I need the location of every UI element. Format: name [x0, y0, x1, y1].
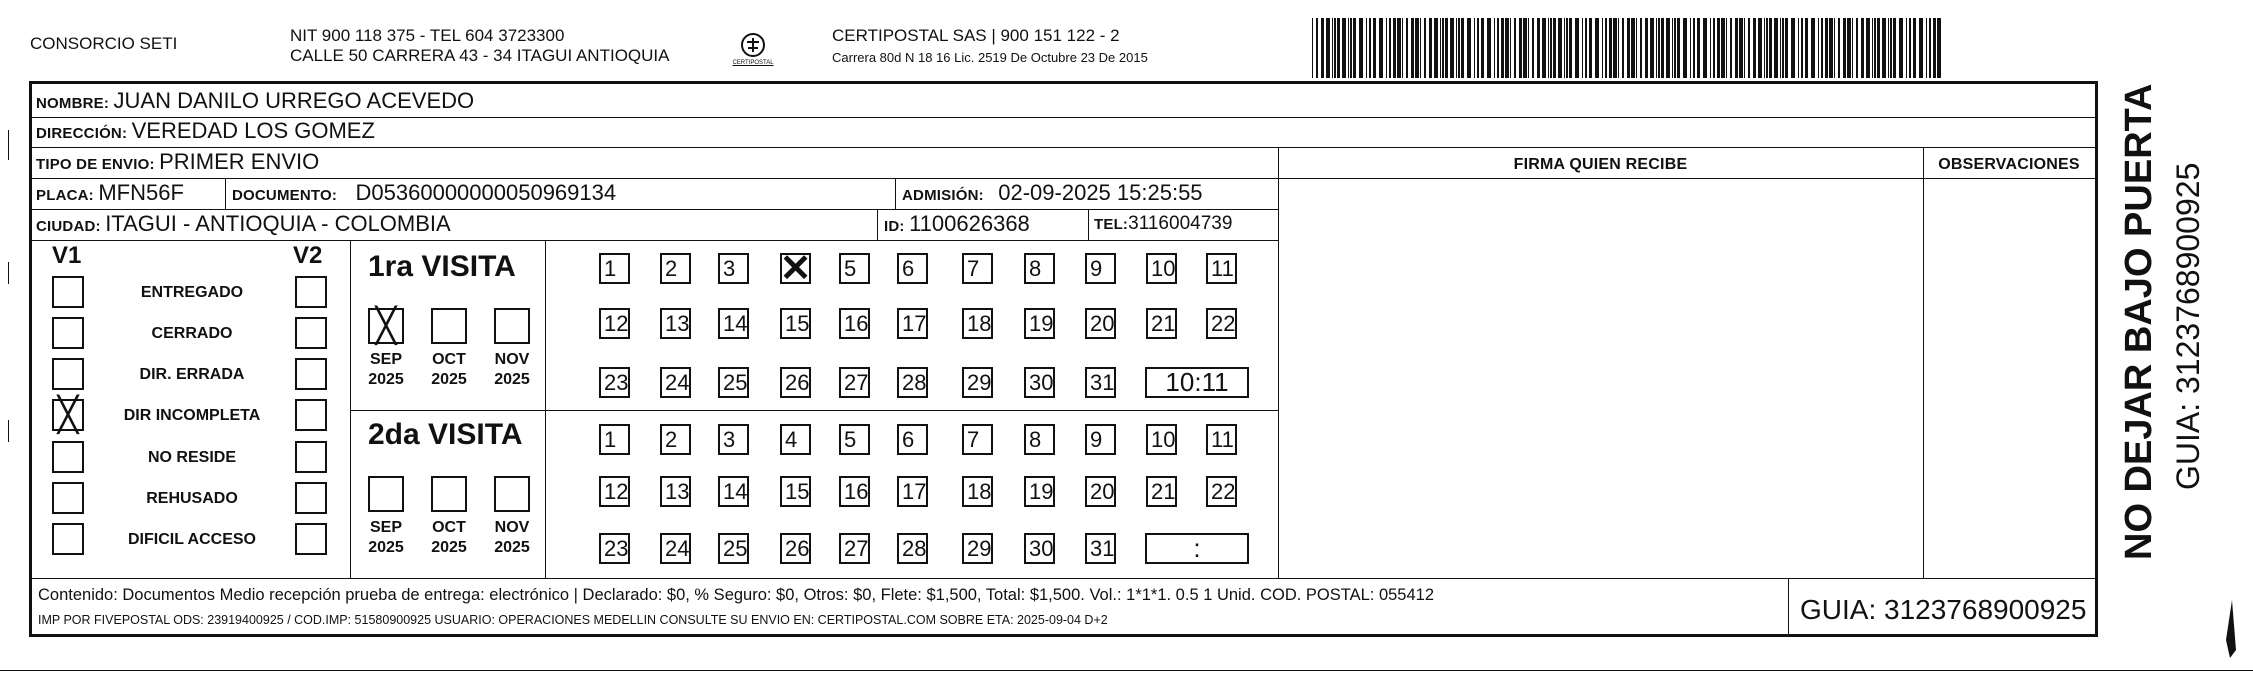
day-box[interactable] — [1206, 424, 1237, 455]
visit2-title: 2da VISITA — [368, 418, 523, 451]
certipostal-logo — [730, 28, 776, 74]
status-v2-checkbox[interactable] — [295, 358, 327, 390]
day-box[interactable] — [1085, 476, 1116, 507]
day-box[interactable] — [962, 308, 993, 339]
day-box[interactable] — [780, 308, 811, 339]
day-number: 16 — [844, 311, 869, 336]
day-number: 23 — [604, 370, 629, 395]
day-box[interactable] — [599, 476, 630, 507]
day-box[interactable] — [1146, 253, 1177, 284]
day-number: 14 — [723, 479, 748, 504]
status-v2-checkbox[interactable] — [295, 482, 327, 514]
status-v1-checkbox[interactable] — [52, 358, 84, 390]
day-box[interactable] — [660, 476, 691, 507]
day-box[interactable] — [839, 367, 870, 398]
status-v2-checkbox[interactable] — [295, 276, 327, 308]
ciudad-row — [36, 211, 451, 240]
day-box[interactable] — [839, 253, 870, 284]
id-row — [884, 211, 1030, 240]
documento-value: D05360000000050969134 — [355, 180, 617, 205]
logo-label: CERTIPOSTAL — [732, 60, 774, 66]
tel-value: 3116004739 — [1128, 213, 1233, 234]
day-box[interactable] — [1206, 253, 1237, 284]
day-box[interactable] — [962, 424, 993, 455]
month-checkbox[interactable] — [431, 308, 467, 344]
day-box[interactable] — [1085, 367, 1116, 398]
time-box[interactable]: : — [1145, 533, 1249, 564]
day-box[interactable] — [660, 308, 691, 339]
firma-header: FIRMA QUIEN RECIBE — [1513, 156, 1688, 173]
placa-row — [36, 180, 184, 209]
tipo-label: TIPO DE ENVIO: — [36, 156, 155, 173]
day-number: 26 — [785, 536, 810, 561]
year-label: 2025 — [368, 539, 404, 556]
day-number: 10 — [1151, 256, 1176, 281]
day-number: 1 — [604, 427, 617, 452]
day-number: 30 — [1029, 370, 1054, 395]
day-box[interactable] — [1146, 476, 1177, 507]
day-number: 24 — [665, 370, 690, 395]
day-number: 23 — [604, 536, 629, 561]
day-number: 24 — [665, 536, 690, 561]
direccion-row — [36, 118, 375, 147]
status-v1-checkbox[interactable] — [52, 396, 84, 434]
tipo-value: PRIMER ENVIO — [159, 149, 320, 174]
ciudad-value: ITAGUI - ANTIOQUIA - COLOMBIA — [105, 211, 451, 236]
logo-icon — [730, 28, 776, 74]
day-box[interactable] — [962, 533, 993, 564]
day-box[interactable] — [897, 367, 928, 398]
day-box[interactable] — [779, 248, 812, 290]
admision-value: 02-09-2025 15:25:55 — [998, 180, 1203, 205]
day-box[interactable] — [897, 308, 928, 339]
year-label: 2025 — [431, 539, 467, 556]
day-number: 5 — [844, 427, 857, 452]
admision-label: ADMISIÓN: — [902, 187, 984, 204]
status-v1-checkbox[interactable] — [52, 523, 84, 555]
x-mark-icon: ╳ — [57, 396, 79, 434]
status-v1-checkbox[interactable] — [52, 276, 84, 308]
month-label: OCT — [432, 351, 466, 368]
day-number: 26 — [785, 370, 810, 395]
day-box[interactable] — [780, 367, 811, 398]
day-box[interactable] — [897, 424, 928, 455]
day-number: 13 — [665, 479, 690, 504]
status-v2-checkbox[interactable] — [295, 399, 327, 431]
day-number: 17 — [902, 479, 927, 504]
day-box[interactable] — [718, 424, 749, 455]
day-number: 6 — [902, 256, 915, 281]
day-box[interactable] — [718, 308, 749, 339]
day-number: 1 — [604, 256, 617, 281]
day-box[interactable] — [962, 476, 993, 507]
day-box[interactable] — [780, 476, 811, 507]
day-number: 11 — [1211, 427, 1234, 452]
admision-row — [902, 180, 1203, 209]
day-number: 28 — [902, 370, 927, 395]
month-label: OCT — [432, 519, 466, 536]
day-number: 14 — [723, 311, 748, 336]
observaciones-area[interactable] — [1925, 180, 2095, 576]
v1-label: V1 — [52, 242, 82, 269]
day-number: 27 — [844, 370, 869, 395]
day-number: 15 — [785, 311, 810, 336]
day-box[interactable] — [1024, 533, 1055, 564]
day-number: 31 — [1090, 536, 1115, 561]
day-box[interactable] — [962, 367, 993, 398]
documento-label: DOCUMENTO: — [232, 187, 338, 204]
nit-line: NIT 900 118 375 - TEL 604 3723300 — [290, 26, 565, 45]
year-label: 2025 — [368, 371, 404, 388]
day-number: 4 — [785, 427, 798, 452]
day-number: 15 — [785, 479, 810, 504]
documento-row — [232, 180, 616, 209]
day-number: 18 — [967, 479, 992, 504]
day-box[interactable] — [599, 253, 630, 284]
day-box[interactable] — [718, 253, 749, 284]
day-box[interactable] — [897, 476, 928, 507]
status-v2-checkbox[interactable] — [295, 317, 327, 349]
day-box[interactable] — [1085, 253, 1116, 284]
year-label: 2025 — [494, 539, 530, 556]
status-option-label: DIR INCOMPLETA — [123, 407, 261, 424]
status-v1-checkbox[interactable] — [52, 317, 84, 349]
day-number: 27 — [844, 536, 869, 561]
day-box[interactable] — [599, 308, 630, 339]
signature-area[interactable] — [1280, 180, 1921, 576]
day-box[interactable] — [1024, 424, 1055, 455]
status-v2-checkbox[interactable] — [295, 441, 327, 473]
day-number: 8 — [1029, 256, 1042, 281]
ciudad-label: CIUDAD: — [36, 218, 101, 235]
day-box[interactable] — [1146, 308, 1177, 339]
day-number: 2 — [665, 256, 678, 281]
time-box[interactable]: 10:11 — [1145, 367, 1249, 398]
day-box[interactable] — [718, 533, 749, 564]
nombre-value: JUAN DANILO URREGO ACEVEDO — [113, 88, 475, 113]
month-checkbox[interactable] — [431, 476, 467, 512]
day-box[interactable] — [839, 476, 870, 507]
day-box[interactable] — [718, 476, 749, 507]
day-number: 29 — [967, 370, 992, 395]
day-number: 6 — [902, 427, 915, 452]
direccion-label: DIRECCIÓN: — [36, 125, 128, 142]
year-label: 2025 — [431, 371, 467, 388]
day-box[interactable] — [1085, 533, 1116, 564]
month-label: NOV — [494, 351, 530, 368]
status-v1-checkbox[interactable] — [52, 441, 84, 473]
day-box[interactable] — [839, 308, 870, 339]
day-box[interactable] — [718, 367, 749, 398]
day-number: 22 — [1211, 479, 1236, 504]
day-number: 12 — [604, 479, 629, 504]
day-box[interactable] — [839, 533, 870, 564]
day-box[interactable] — [599, 424, 630, 455]
day-box[interactable] — [897, 533, 928, 564]
day-box[interactable] — [660, 253, 691, 284]
v2-label: V2 — [293, 242, 323, 269]
day-box[interactable] — [660, 424, 691, 455]
status-option-label: DIFICIL ACCESO — [127, 531, 256, 548]
day-box[interactable] — [1024, 367, 1055, 398]
status-option-label: REHUSADO — [146, 490, 238, 507]
day-number: 8 — [1029, 427, 1042, 452]
month-label: SEP — [369, 519, 402, 536]
day-box[interactable] — [897, 253, 928, 284]
day-box[interactable] — [660, 367, 691, 398]
no-dejar-text: NO DEJAR BAJO PUERTA — [2118, 83, 2160, 560]
month-checkbox[interactable] — [368, 476, 404, 512]
certipostal-line: CERTIPOSTAL SAS | 900 151 122 - 2 — [832, 26, 1120, 45]
barcode-graphic — [1312, 18, 1946, 78]
day-number: 20 — [1090, 479, 1115, 504]
x-mark-icon: ✕ — [779, 248, 812, 290]
day-box[interactable] — [839, 424, 870, 455]
day-number: 10 — [1151, 427, 1176, 452]
observaciones-header: OBSERVACIONES — [1938, 156, 2080, 173]
barcode — [1312, 18, 1946, 78]
day-box[interactable] — [1146, 424, 1177, 455]
day-number: 9 — [1090, 427, 1103, 452]
day-box[interactable] — [1206, 476, 1237, 507]
side-guia-text: GUIA: 3123768900925 — [2170, 162, 2206, 490]
day-box[interactable] — [962, 253, 993, 284]
direccion-value: VEREDAD LOS GOMEZ — [131, 118, 375, 143]
day-box[interactable] — [1085, 424, 1116, 455]
status-option-label: NO RESIDE — [147, 449, 236, 466]
company-name: CONSORCIO SETI — [30, 34, 178, 53]
visit1-title: 1ra VISITA — [368, 250, 516, 283]
month-checkbox[interactable] — [494, 476, 530, 512]
footer-guia: GUIA: 3123768900925 — [1800, 594, 2087, 625]
tel-row — [1094, 211, 1232, 238]
status-option-label: DIR. ERRADA — [139, 366, 245, 383]
day-number: 31 — [1090, 370, 1115, 395]
day-number: 21 — [1151, 479, 1176, 504]
day-number: 12 — [604, 311, 629, 336]
day-box[interactable] — [780, 424, 811, 455]
status-option-label: ENTREGADO — [140, 284, 244, 301]
day-number: 22 — [1211, 311, 1236, 336]
day-number: 3 — [723, 256, 736, 281]
day-number: 2 — [665, 427, 678, 452]
day-number: 17 — [902, 311, 927, 336]
month-checkbox[interactable] — [494, 308, 530, 344]
imp-text: IMP POR FIVEPOSTAL ODS: 23919400925 / COD.IMP: 51580900925 USUARIO: OPERACIONES MEDELLIN CONSULTE SU ENVIO EN: CERTIPOSTAL.COM SOBRE ETA: 2025-09-04 D+2 — [38, 613, 1108, 627]
day-number: 30 — [1029, 536, 1054, 561]
day-number: 3 — [723, 427, 736, 452]
day-number: 5 — [844, 256, 857, 281]
nombre-label: NOMBRE: — [36, 95, 110, 112]
id-value: 1100626368 — [909, 211, 1030, 236]
day-box[interactable] — [1024, 308, 1055, 339]
day-box[interactable] — [1024, 253, 1055, 284]
id-label: ID: — [884, 218, 905, 235]
day-number: 18 — [967, 311, 992, 336]
day-number: 21 — [1151, 311, 1176, 336]
status-v2-checkbox[interactable] — [295, 523, 327, 555]
day-number: 19 — [1029, 311, 1054, 336]
day-number: 25 — [723, 370, 748, 395]
placa-label: PLACA: — [36, 187, 94, 204]
day-box[interactable] — [599, 533, 630, 564]
nombre-row — [36, 88, 474, 117]
day-number: 9 — [1090, 256, 1103, 281]
certipostal-sub: Carrera 80d N 18 16 Lic. 2519 De Octubre 23 De 2015 — [832, 50, 1148, 65]
contenido-text: Contenido: Documentos Medio recepción prueba de entrega: electrónico | Declarado: $0, % Seguro: $0, Otros: $0, Flete: $1,500, Total: $1,500. Vol.: 1*1*1. 0.5 1 Unid. COD. POSTAL: 055412 — [38, 586, 1435, 604]
day-box[interactable] — [660, 533, 691, 564]
tipo-row — [36, 149, 319, 178]
day-box[interactable] — [1206, 308, 1237, 339]
day-number: 29 — [967, 536, 992, 561]
day-number: 7 — [967, 256, 980, 281]
day-number: 16 — [844, 479, 869, 504]
day-number: 20 — [1090, 311, 1115, 336]
status-option-label: CERRADO — [151, 325, 233, 342]
day-number: 11 — [1211, 256, 1234, 281]
month-checkbox[interactable] — [368, 308, 404, 344]
day-number: 19 — [1029, 479, 1054, 504]
status-v1-checkbox[interactable] — [52, 482, 84, 514]
corner-mark — [2218, 600, 2238, 660]
month-label: NOV — [494, 519, 530, 536]
year-label: 2025 — [494, 371, 530, 388]
day-box[interactable] — [1024, 476, 1055, 507]
day-number: 13 — [665, 311, 690, 336]
tel-label: TEL: — [1094, 216, 1129, 233]
placa-value: MFN56F — [98, 180, 184, 205]
day-number: 28 — [902, 536, 927, 561]
day-box[interactable] — [1085, 308, 1116, 339]
day-number: 25 — [723, 536, 748, 561]
address-line: CALLE 50 CARRERA 43 - 34 ITAGUI ANTIOQUIA — [290, 46, 670, 65]
x-mark-icon: ╳ — [375, 307, 397, 345]
day-number: 7 — [967, 427, 980, 452]
day-box[interactable] — [780, 533, 811, 564]
day-box[interactable] — [599, 367, 630, 398]
month-label: SEP — [369, 351, 402, 368]
